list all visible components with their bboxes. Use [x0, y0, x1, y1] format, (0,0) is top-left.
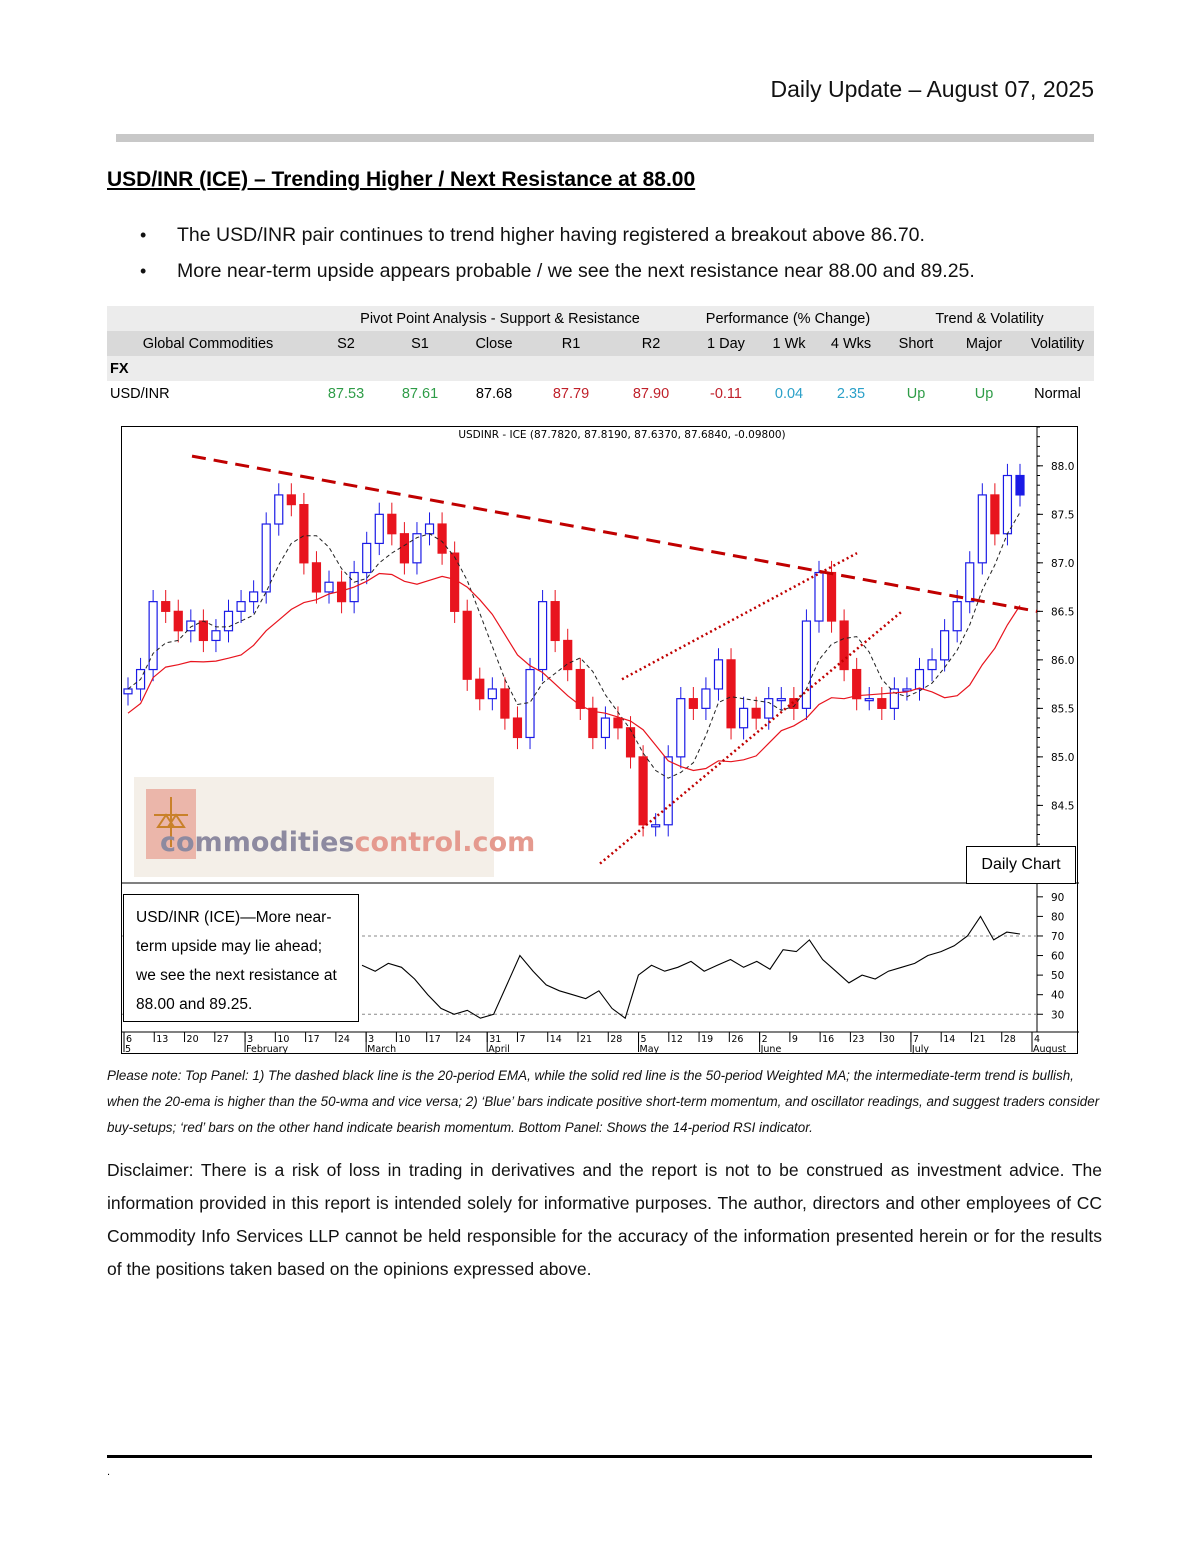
candle-body [225, 611, 233, 630]
date-axis [124, 1032, 1067, 1055]
candle-body [727, 660, 735, 728]
date-tick-label: 5 [640, 1034, 647, 1045]
col-header: Volatility [1021, 331, 1094, 356]
table-cell-short: Up [885, 381, 947, 406]
date-tick-label: 6 [126, 1034, 133, 1045]
candle-body [928, 660, 936, 670]
col-header: Global Commodities [107, 331, 309, 356]
table-cell-instrument: USD/INR [107, 381, 309, 406]
price-tick-label: 87.0 [1051, 557, 1075, 570]
candle-body [1003, 476, 1011, 534]
date-tick-label: 14 [549, 1034, 562, 1045]
candle-body [476, 679, 484, 698]
month-label: 5 [125, 1044, 132, 1055]
candle-body [363, 543, 371, 572]
article-title: USD/INR (ICE) – Trending Higher / Next Resistance at 88.00 [107, 168, 696, 191]
candle-body [576, 670, 584, 709]
date-tick-label: 12 [670, 1034, 683, 1045]
chart-note: Please note: Top Panel: 1) The dashed black line is the 20-period EMA, while the solid red line is the 50-period Weighted MA; the intermediate-term trend is bullish, when the 20-ema is higher than the 50-wma and vice versa; 2) ‘Blue’ bars indicate positive short-term momentum, and oscillator readings, and suggest traders consider buy-setups; ‘red’ bars on the other hand indicate bearish momentum. Bottom Panel: Shows the 14-period RSI indicator. [107, 1068, 1100, 1135]
candle-body [262, 524, 270, 592]
col-header: Close [457, 331, 531, 356]
candle-body [275, 495, 283, 524]
rsi-line [362, 916, 1020, 1018]
candle-body [915, 670, 923, 689]
key-point: • More near-term upside appears probable / we see the next resistance near 88.00 and 89.25. [140, 258, 975, 294]
date-tick-label: 9 [791, 1034, 798, 1045]
candle-body [237, 602, 245, 612]
chart-title: USDINR - ICE (87.7820, 87.8190, 87.6370, 87.6840, -0.09800) [458, 429, 786, 441]
date-tick-label: 28 [610, 1034, 623, 1045]
candle-body [853, 670, 861, 699]
date-tick-label: 4 [1034, 1034, 1041, 1045]
watermark-suffix: control.com [354, 827, 536, 858]
section-label: FX [107, 356, 1094, 381]
date-tick-label: 30 [882, 1034, 895, 1045]
candle-body [212, 631, 220, 641]
candle-body [689, 699, 697, 709]
rsi-tick-label: 90 [1051, 891, 1065, 904]
group-header-performance: Performance (% Change) [691, 306, 885, 331]
disclaimer: Disclaimer: There is a risk of loss in trading in derivatives and the report is not to be construed as investment advice. The information provided in this report is intended solely for informative purposes. The author, directors and other employees of CC Commodity Info Services LLP cannot be held responsible for the accuracy of the information presented herein or for the results of the positions taken based on the opinions expressed above. [107, 1160, 1102, 1279]
table-cell-4wks: 2.35 [817, 381, 885, 406]
candle-body [463, 611, 471, 679]
candle-body [199, 621, 207, 640]
date-tick-label: 31 [489, 1034, 502, 1045]
table-cell-s2: 87.53 [309, 381, 383, 406]
month-label: March [367, 1044, 397, 1055]
table-cell-1wk: 0.04 [761, 381, 817, 406]
date-tick-label: 2 [761, 1034, 768, 1045]
date-tick-label: 17 [428, 1034, 441, 1045]
candle-body [702, 689, 710, 708]
price-tick-label: 86.5 [1051, 606, 1075, 619]
candle-body [451, 553, 459, 611]
candle-body [375, 514, 383, 543]
table-cell-s1: 87.61 [383, 381, 457, 406]
col-header: 1 Day [691, 331, 761, 356]
date-tick-label: 27 [216, 1034, 229, 1045]
chart-label: Daily Chart [966, 846, 1076, 884]
month-label: May [639, 1044, 660, 1055]
table-cell-volatility: Normal [1021, 381, 1094, 406]
footer-divider [107, 1455, 1092, 1458]
candle-body [777, 699, 785, 701]
month-label: June [760, 1044, 782, 1055]
candle-body [740, 708, 748, 727]
date-tick-label: 13 [156, 1034, 169, 1045]
watermark-prefix: commodities [160, 827, 355, 858]
key-points [140, 222, 975, 294]
watermark-logo [134, 777, 535, 877]
price-tick-label: 88.0 [1051, 460, 1075, 473]
candle-body [312, 563, 320, 592]
candle-body [564, 640, 572, 669]
candle-body [865, 699, 873, 701]
candle-body [652, 825, 660, 827]
candle-body [714, 660, 722, 689]
candle-body [765, 699, 773, 718]
candle-body [187, 621, 195, 631]
price-tick-label: 87.5 [1051, 509, 1075, 522]
candle-body [677, 699, 685, 757]
col-header: 4 Wks [817, 331, 885, 356]
key-point: • The USD/INR pair continues to trend higher having registered a breakout above 86.70. [140, 222, 975, 258]
candle-body [513, 718, 521, 737]
rsi-annotation: USD/INR (ICE)—More near-term upside may lie ahead; we see the next resistance at 88.00 and 89.25. [123, 894, 359, 1022]
candle-body [250, 592, 258, 602]
col-header: S1 [383, 331, 457, 356]
table-cell-1day: -0.11 [691, 381, 761, 406]
candle-body [991, 495, 999, 534]
group-header-trend: Trend & Volatility [885, 306, 1094, 331]
candle-body [941, 631, 949, 660]
svg-text:commoditiescontrol.com [160, 827, 535, 858]
date-tick-label: 10 [398, 1034, 411, 1045]
col-header: S2 [309, 331, 383, 356]
rsi-tick-label: 60 [1051, 950, 1065, 963]
table-cell-close: 87.68 [457, 381, 531, 406]
wma-50-line [128, 574, 1020, 771]
candle-body [400, 534, 408, 563]
rsi-tick-label: 70 [1051, 930, 1065, 943]
candle-body [124, 689, 132, 694]
candle-body [752, 708, 760, 718]
date-tick-label: 21 [973, 1034, 986, 1045]
candle-body [890, 689, 898, 708]
candle-body [287, 495, 295, 505]
col-header: Short [885, 331, 947, 356]
month-label: February [246, 1044, 289, 1055]
date-tick-label: 16 [822, 1034, 835, 1045]
candle-body [501, 689, 509, 718]
candle-body [802, 621, 810, 708]
date-tick-label: 19 [701, 1034, 714, 1045]
footer-mark: . [107, 1466, 111, 1478]
price-tick-label: 85.0 [1051, 751, 1075, 764]
month-label: July [911, 1044, 930, 1055]
date-tick-label: 24 [458, 1034, 472, 1045]
candle-body [589, 708, 597, 737]
candle-body [601, 718, 609, 737]
col-header: 1 Wk [761, 331, 817, 356]
date-tick-label: 20 [186, 1034, 199, 1045]
rsi-tick-label: 50 [1051, 970, 1065, 983]
date-tick-label: 10 [277, 1034, 290, 1045]
header-divider [116, 134, 1094, 142]
month-label: April [488, 1044, 510, 1055]
candle-body [388, 514, 396, 533]
price-tick-label: 85.5 [1051, 703, 1075, 716]
candle-body [426, 524, 434, 534]
candle-body [815, 573, 823, 622]
candle-body [614, 718, 622, 728]
date-tick-label: 24 [337, 1034, 350, 1045]
candle-body [639, 757, 647, 825]
candle-body [664, 757, 672, 825]
candle-body [488, 689, 496, 699]
group-header-pivot: Pivot Point Analysis - Support & Resistance [309, 306, 691, 331]
price-tick-label: 86.0 [1051, 654, 1075, 667]
date-tick-label: 23 [852, 1034, 865, 1045]
candle-body [174, 611, 182, 630]
candle-body [627, 728, 635, 757]
candle-body [300, 505, 308, 563]
table-cell-r2: 87.90 [611, 381, 691, 406]
date-tick-label: 21 [580, 1034, 593, 1045]
rsi-tick-label: 80 [1051, 911, 1065, 924]
candle-body [325, 582, 333, 592]
candle-body [551, 602, 559, 641]
date-tick-label: 17 [307, 1034, 320, 1045]
date-tick-label: 7 [912, 1034, 919, 1045]
date-tick-label: 14 [943, 1034, 956, 1045]
pivot-table [107, 306, 1094, 406]
report-date: Daily Update – August 07, 2025 [770, 76, 1094, 102]
col-header: R1 [531, 331, 611, 356]
date-tick-label: 3 [247, 1034, 254, 1045]
table-cell-r1: 87.79 [531, 381, 611, 406]
date-tick-label: 28 [1003, 1034, 1016, 1045]
candle-body [526, 670, 534, 738]
candle-body [828, 573, 836, 622]
candle-body [878, 699, 886, 709]
rsi-tick-label: 30 [1051, 1009, 1065, 1022]
candle-body [162, 602, 170, 612]
channel-lower-line [600, 611, 902, 863]
table-cell-major: Up [947, 381, 1021, 406]
date-tick-label: 7 [519, 1034, 526, 1045]
candle-body [539, 602, 547, 670]
rsi-tick-label: 40 [1051, 989, 1065, 1002]
candle-body [840, 621, 848, 670]
candle-body [1016, 476, 1024, 495]
candle-body [966, 563, 974, 602]
col-header: Major [947, 331, 1021, 356]
date-tick-label: 3 [368, 1034, 375, 1045]
candle-body [953, 602, 961, 631]
candle-body [978, 495, 986, 563]
month-label: August [1033, 1044, 1067, 1055]
candle-body [438, 524, 446, 553]
price-tick-label: 84.5 [1051, 800, 1075, 813]
date-tick-label: 26 [731, 1034, 744, 1045]
col-header: R2 [611, 331, 691, 356]
